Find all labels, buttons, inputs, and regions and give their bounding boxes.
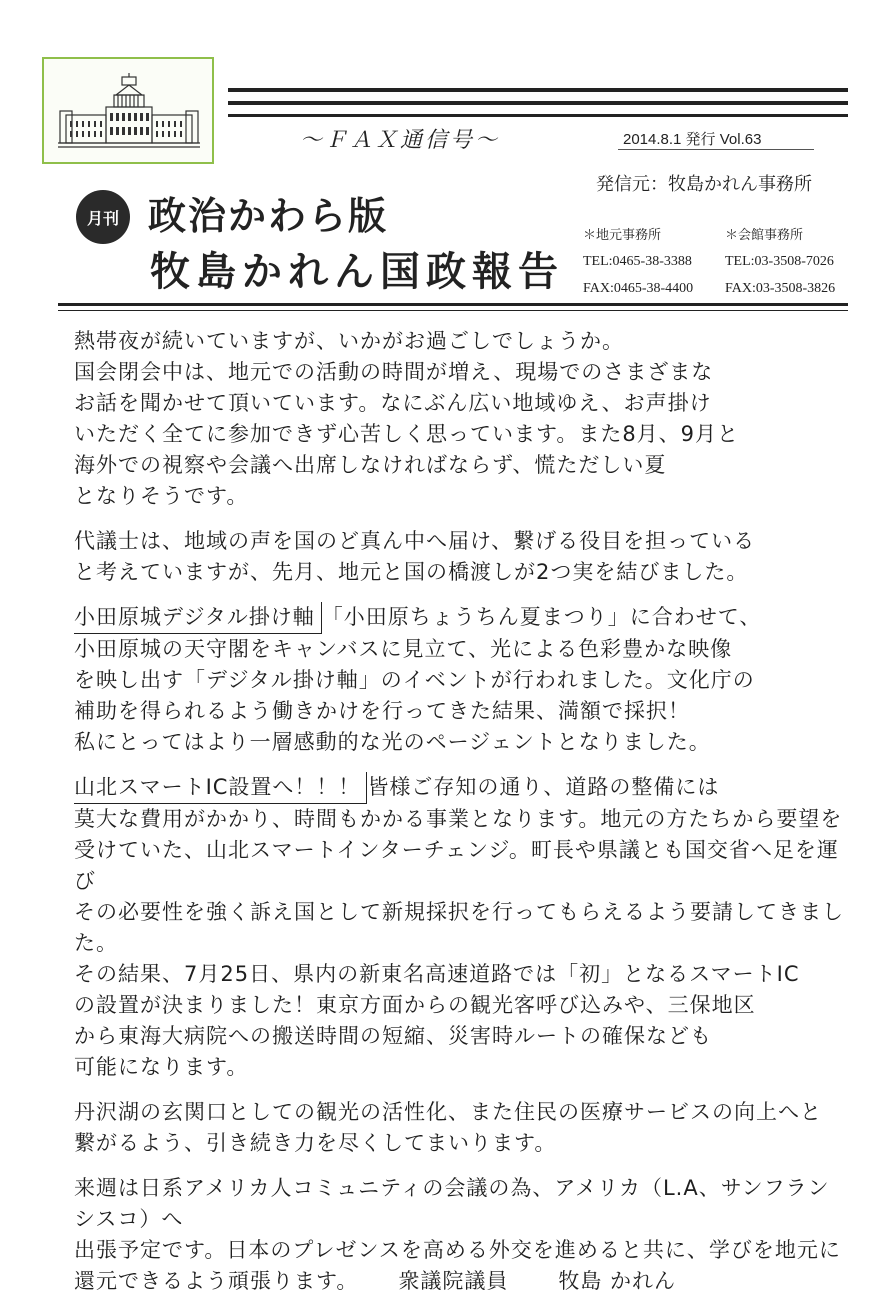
paragraph-intro	[74, 526, 844, 588]
fax-title: ～ＦＡＸ通信号～	[300, 128, 501, 153]
text-fragment: 還元できるよう頑張ります。	[74, 1269, 359, 1293]
local-office-tel: TEL:0465-38-3388	[583, 254, 692, 269]
text-line: 熱帯夜が続いていますが、いかがお過ごしでしょうか。	[74, 329, 624, 353]
text-line: 私にとってはより一層感動的な光のページェントとなりました。	[74, 730, 711, 754]
text-line: 国会閉会中は、地元での活動の時間が増え、現場でのさまざまな	[74, 360, 714, 384]
kaikan-office-fax: FAX:03-3508-3826	[725, 281, 836, 296]
sender: 発信元：牧島かれん事務所	[596, 174, 812, 195]
text-line: その必要性を強く訴え国として新規採択を行ってもらえるよう要請してきました。	[74, 900, 844, 955]
local-office-label: ＊地元事務所	[583, 228, 662, 243]
diet-building-icon	[58, 73, 200, 151]
header-bottom-rule	[58, 303, 848, 306]
header-rule	[228, 114, 848, 117]
section-heading-odawara: 小田原城デジタル掛け軸	[74, 602, 322, 634]
header-rule	[228, 101, 848, 105]
signature-line	[74, 1266, 844, 1297]
kaikan-office-label: ＊会館事務所	[725, 228, 804, 243]
text-line: お話を聞かせて頂いています。なにぶん広い地域ゆえ、お声掛け	[74, 391, 712, 415]
text-line: 莫大な費用がかかり、時間もかかる事業となります。地元の方たちから要望を	[74, 807, 843, 831]
text-fragment: 皆様ご存知の通り、道路の整備には	[367, 775, 720, 799]
text-line: 代議士は、地域の声を国のど真ん中へ届け、繋げる役目を担っている	[74, 529, 756, 553]
newsletter-title: 政治かわら版	[148, 194, 389, 238]
text-line: を映し出す「デジタル掛け軸」のイベントが行われました。文化庁の	[74, 668, 755, 692]
paragraph-america	[74, 1173, 844, 1297]
paragraph-odawara	[74, 602, 844, 758]
text-line: 小田原城の天守閣をキャンバスに見立て、光による色彩豊かな映像	[74, 637, 733, 661]
issue-info: 2014.8.1 発行 Vol.63	[623, 131, 762, 148]
paragraph-tanzawa	[74, 1097, 844, 1159]
newsletter-subtitle: 牧島かれん国政報告	[150, 249, 564, 295]
text-line: 可能になります。	[74, 1055, 249, 1079]
text-fragment: 「小田原ちょうちん夏まつり」に合わせて、	[321, 605, 762, 629]
monthly-badge: 月刊	[76, 190, 130, 244]
text-line: いただく全てに参加できず心苦しく思っています。また8月、9月と	[74, 422, 740, 446]
text-line: 海外での視察や会議へ出席しなければならず、慌ただしい夏	[74, 453, 667, 477]
signature-title: 衆議院議員	[398, 1269, 509, 1293]
diet-building-logo	[42, 57, 214, 164]
paragraph-greeting	[74, 326, 844, 512]
text-line: 来週は日系アメリカ人コミュニティの会議の為、アメリカ（L.A、サンフランシスコ）へ	[74, 1176, 830, 1231]
kaikan-office-tel: TEL:03-3508-7026	[725, 254, 834, 269]
text-line: 受けていた、山北スマートインターチェンジ。町長や県議とも国交省へ足を運び	[74, 838, 839, 893]
text-line: となりそうです。	[74, 484, 249, 508]
text-line	[74, 772, 844, 804]
text-line: その結果、7月25日、県内の新東名高速道路では「初」となるスマートIC	[74, 962, 800, 986]
letter-body	[74, 326, 844, 1297]
header-rule	[228, 88, 848, 92]
text-line: から東海大病院への搬送時間の短縮、災害時ルートの確保なども	[74, 1024, 712, 1048]
local-office-fax: FAX:0465-38-4400	[583, 281, 694, 296]
header-bottom-rule	[58, 310, 848, 311]
text-line	[74, 602, 844, 634]
paragraph-yamakita	[74, 772, 844, 1083]
text-line: 補助を得られるよう働きかけを行ってきた結果、満額で採択！	[74, 699, 690, 723]
text-line: 出張予定です。日本のプレゼンスを高める外交を進めると共に、学びを地元に	[74, 1238, 841, 1262]
text-line: と考えていますが、先月、地元と国の橋渡しが2つ実を結びました。	[74, 560, 749, 584]
text-line: 繋がるよう、引き続き力を尽くしてまいります。	[74, 1131, 557, 1155]
issue-underline	[618, 149, 814, 150]
signature-name: 牧島 かれん	[558, 1269, 677, 1293]
text-line: 丹沢湖の玄関口としての観光の活性化、また住民の医療サービスの向上へと	[74, 1100, 822, 1124]
text-line: の設置が決まりました！東京方面からの観光客呼び込みや、三保地区	[74, 993, 756, 1017]
section-heading-yamakita: 山北スマートIC設置へ！！！	[74, 772, 367, 804]
